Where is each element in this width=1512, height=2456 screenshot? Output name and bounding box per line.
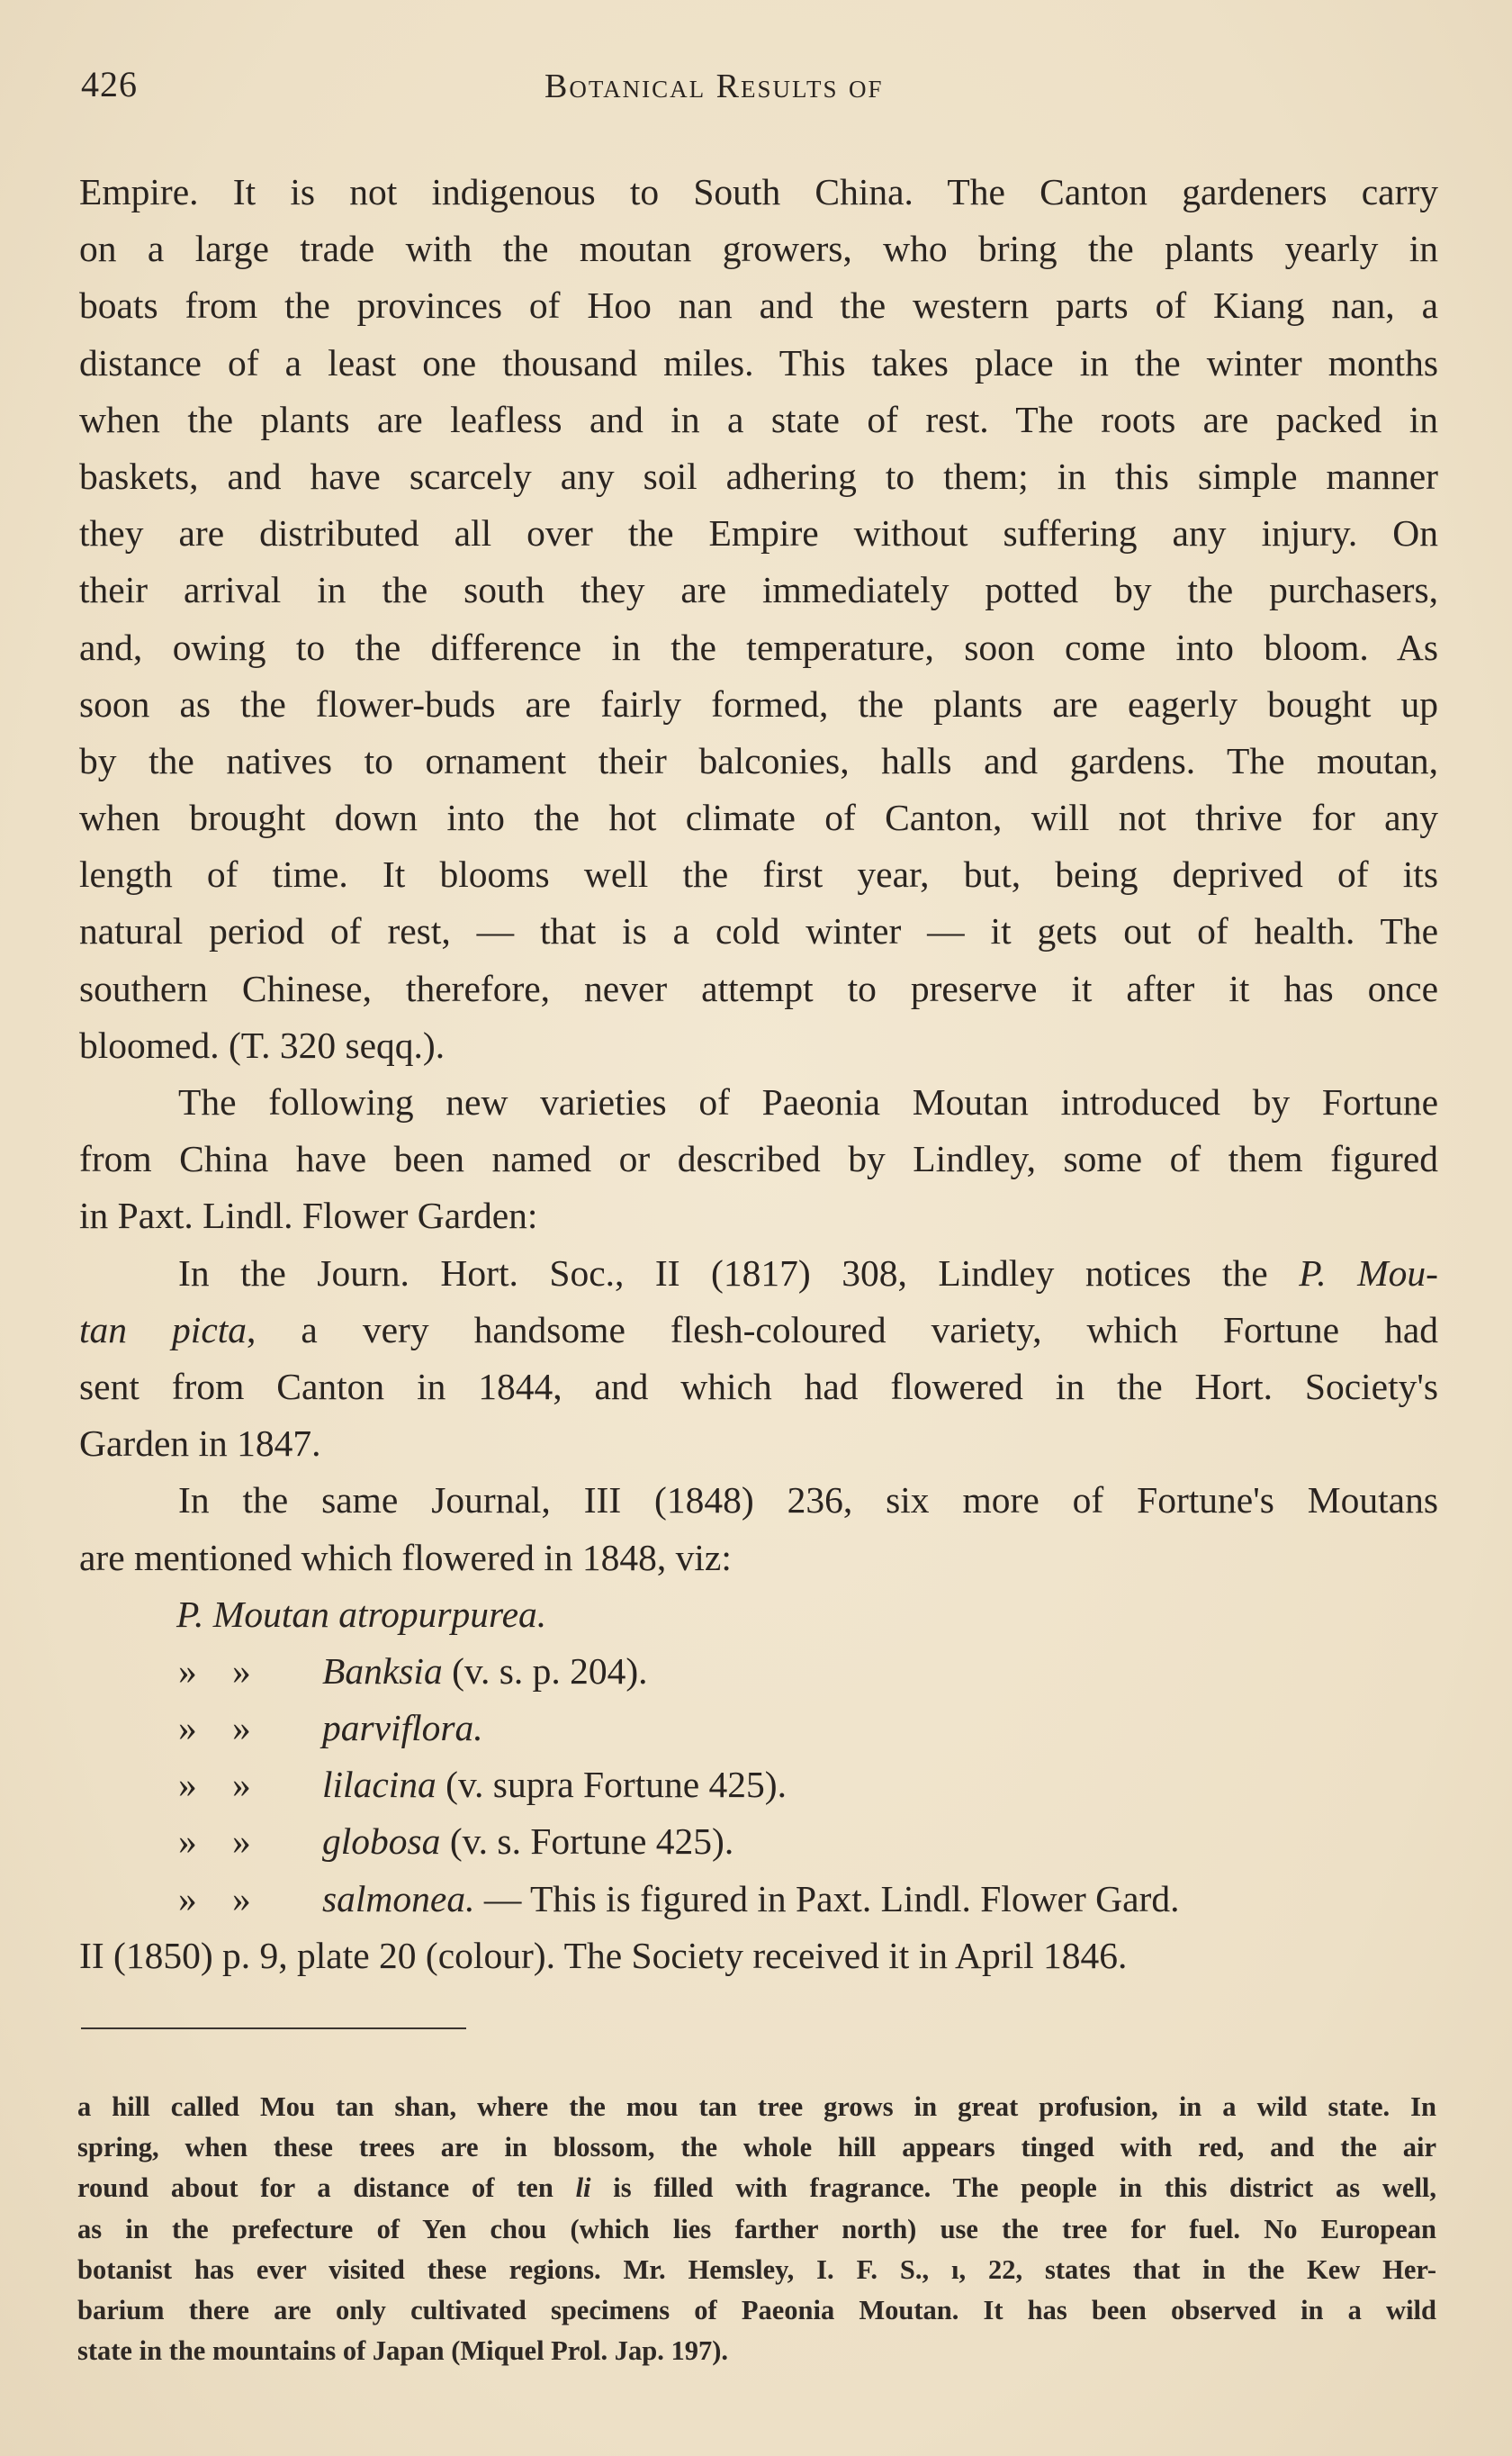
text-line: Garden in 1847.: [79, 1422, 321, 1465]
text-line: and, owing to the difference in the temperature, soon come into bloom. As: [79, 626, 1438, 668]
footnote-line: [77, 2168, 1436, 2208]
text-line: when the plants are leafless and in a state of rest. The roots are packed in: [79, 398, 1438, 440]
italic-taxon: Banksia: [322, 1649, 443, 1692]
italic-taxon: parviflora.: [322, 1707, 483, 1749]
text-line: length of time. It blooms well the first year, but, being deprived of its: [79, 853, 1438, 896]
footnote-line: spring, when these trees are in blossom, the whole hill appears tinged with red, and the air: [77, 2132, 1436, 2163]
text-line: sent from Canton in 1844, and which had flowered in the Hort. Society's: [79, 1365, 1438, 1407]
text-line: boats from the provinces of Hoo nan and the western parts of Kiang nan, a: [79, 284, 1438, 327]
variety-list-item: [79, 1871, 1438, 1928]
variety-list-item: [79, 1813, 1438, 1870]
text-line: [79, 1302, 1438, 1359]
italic-taxon: globosa: [322, 1820, 441, 1863]
italic-term: li: [575, 2172, 591, 2204]
italic-taxon: P. Moutan atropurpurea.: [176, 1593, 547, 1635]
text-line: [79, 1245, 1438, 1302]
ditto-mark: »: [232, 1707, 251, 1749]
ditto-mark: »: [232, 1820, 251, 1863]
text-line: bloomed. (T. 320 seqq.).: [79, 1024, 446, 1066]
footnote-line: a hill called Mou tan shan, where the mou tan tree grows in great profusion, in a wild state. In: [77, 2091, 1436, 2122]
variety-note: (v. supra Fortune 425).: [436, 1764, 787, 1806]
text-span: round about for a distance of ten: [77, 2172, 554, 2204]
text-line: in Paxt. Lindl. Flower Garden:: [79, 1195, 538, 1237]
text-line: The following new varieties of Paeonia Moutan introduced by Fortune: [178, 1081, 1438, 1123]
text-line: from China have been named or described by Lindley, some of them figured: [79, 1138, 1438, 1180]
variety-note: — This is figured in Paxt. Lindl. Flower Gard.: [474, 1877, 1180, 1919]
variety-list-item: [79, 1643, 1438, 1700]
variety-list-item: [79, 1700, 1438, 1756]
page-number: 426: [81, 64, 138, 104]
footnote-line: barium there are only cultivated specimens of Paeonia Moutan. It has been observed in a wild: [77, 2294, 1436, 2325]
variety-note: (v. s. p. 204).: [442, 1649, 648, 1692]
footnote-line: botanist has ever visited these regions. Mr. Hemsley, I. F. S., ı, 22, states that in the Kew Her-: [77, 2253, 1436, 2285]
text-span: In the Journ. Hort. Soc., II (1817) 308, Lindley notices the: [178, 1251, 1300, 1294]
variety-list-item: [79, 1756, 1438, 1813]
text-line: by the natives to ornament their balconies, halls and gardens. The moutan,: [79, 739, 1438, 781]
footnote: [77, 2087, 1436, 2371]
ditto-mark: »: [178, 1820, 197, 1863]
text-line: natural period of rest, — that is a cold winter — it gets out of health. The: [79, 910, 1438, 953]
ditto-mark: »: [232, 1877, 251, 1919]
page-header: [81, 63, 1440, 117]
footnote-line: state in the mountains of Japan (Miquel Prol. Jap. 197).: [77, 2335, 729, 2367]
text-span: is filled with fragrance. The people in this district as well,: [613, 2172, 1436, 2204]
ditto-mark: »: [178, 1649, 197, 1692]
text-line: southern Chinese, therefore, never attempt to preserve it after it has once: [79, 967, 1438, 1009]
text-span: , a very handsome flesh-coloured variety, which Fortune had: [247, 1308, 1438, 1350]
ditto-mark: »: [178, 1764, 197, 1806]
ditto-mark: »: [178, 1707, 197, 1749]
text-line: they are distributed all over the Empire without suffering any injury. On: [79, 512, 1438, 555]
text-line: are mentioned which flowered in 1848, viz:: [79, 1536, 732, 1578]
main-text: [79, 164, 1438, 1984]
footnote-rule: [81, 2027, 466, 2029]
text-line: Empire. It is not indigenous to South China. The Canton gardeners carry: [79, 171, 1438, 212]
running-head: Botanical Results of: [544, 68, 884, 105]
italic-taxon: lilacina: [322, 1764, 436, 1806]
ditto-mark: »: [232, 1649, 251, 1692]
text-line: II (1850) p. 9, plate 20 (colour). The Society received it in April 1846.: [79, 1934, 1128, 1976]
text-line: soon as the flower-buds are fairly formed, the plants are eagerly bought up: [79, 682, 1438, 725]
italic-taxon: P. Mou-: [1299, 1251, 1438, 1294]
text-line: distance of a least one thousand miles. This takes place in the winter months: [79, 341, 1438, 384]
variety-list-item: [79, 1586, 1438, 1643]
text-line: when brought down into the hot climate of Canton, will not thrive for any: [79, 797, 1438, 839]
ditto-mark: »: [178, 1877, 197, 1919]
text-line: their arrival in the south they are immediately potted by the purchasers,: [79, 569, 1438, 611]
footnote-line: as in the prefecture of Yen chou (which lies farther north) use the tree for fuel. No European: [77, 2213, 1436, 2244]
text-line: In the same Journal, III (1848) 236, six more of Fortune's Moutans: [178, 1479, 1438, 1521]
italic-taxon: salmonea.: [322, 1877, 475, 1919]
ditto-mark: »: [232, 1764, 251, 1806]
text-line: on a large trade with the moutan growers, who bring the plants yearly in: [79, 228, 1438, 270]
italic-taxon: tan picta: [79, 1308, 248, 1350]
text-line: baskets, and have scarcely any soil adhering to them; in this simple manner: [79, 455, 1438, 497]
variety-note: (v. s. Fortune 425).: [440, 1820, 734, 1863]
